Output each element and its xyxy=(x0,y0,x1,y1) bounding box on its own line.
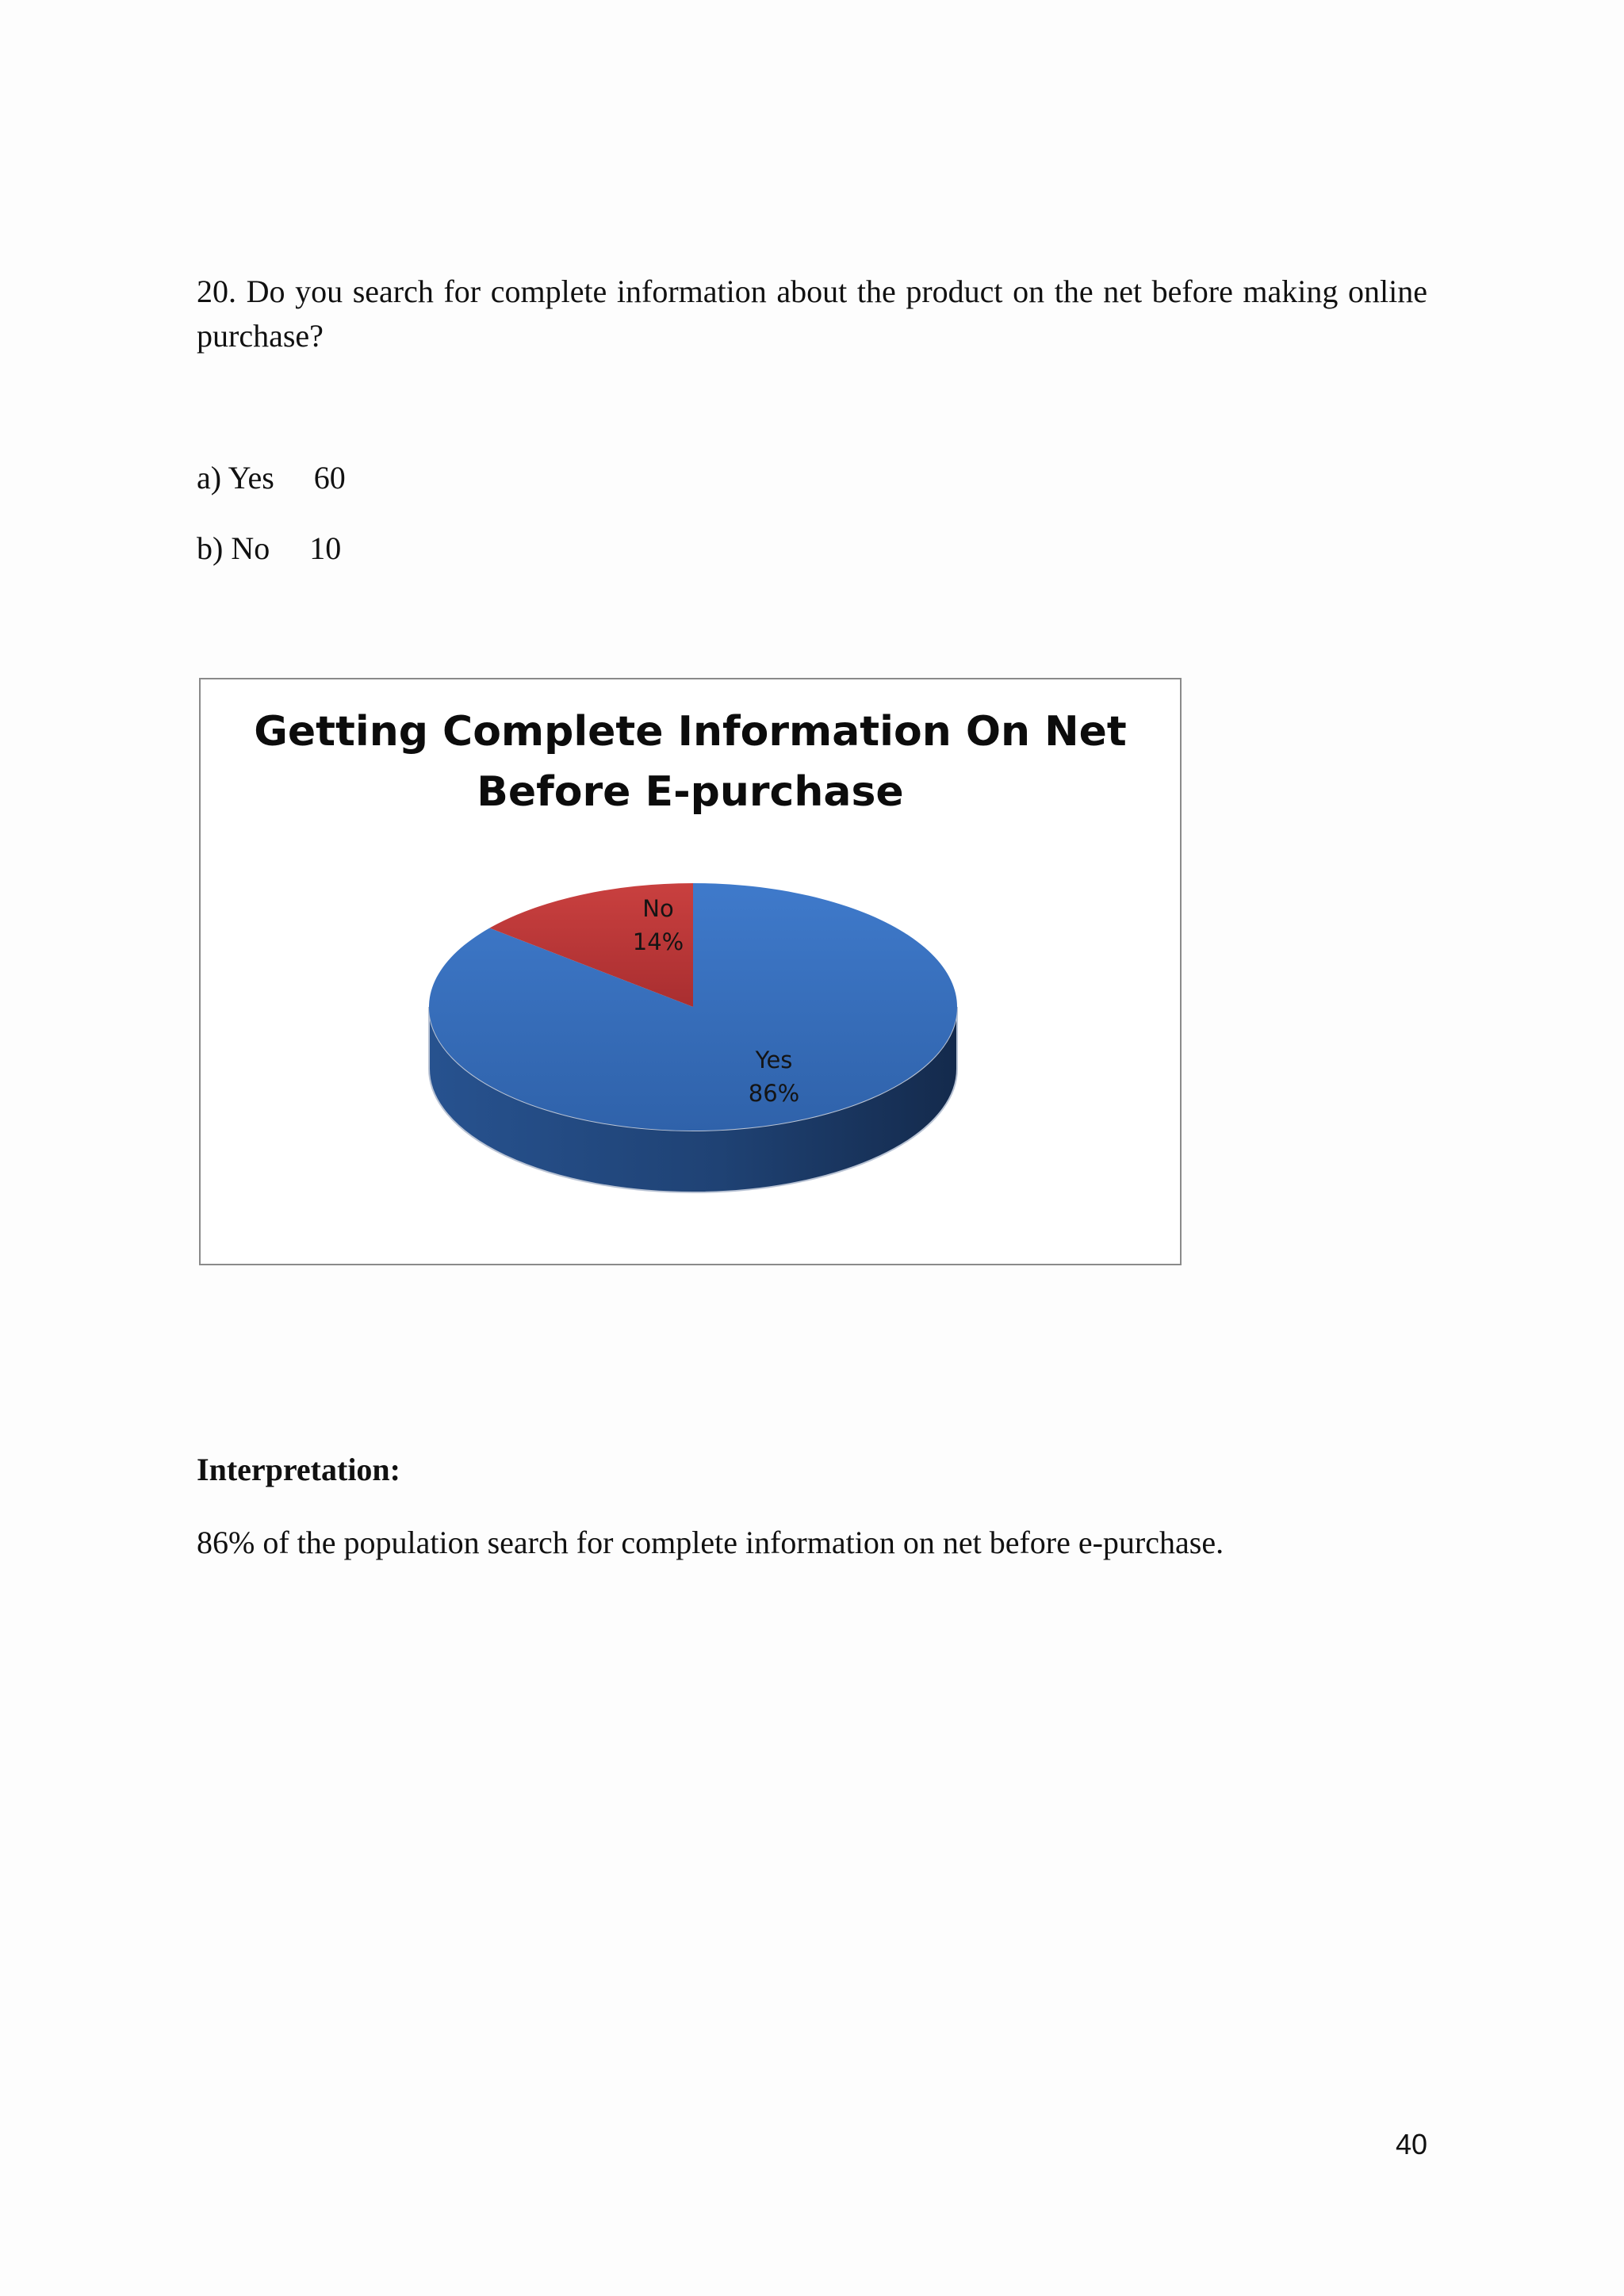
chart-title-line-1: Getting Complete Information On Net xyxy=(254,708,1127,756)
interpretation-text: 86% of the population search for complete information on net before e-purchase. xyxy=(197,1525,1224,1560)
option-yes-count: 60 xyxy=(313,460,346,496)
interpretation-heading: Interpretation: xyxy=(197,1452,400,1487)
pie-label-no: No xyxy=(642,895,674,922)
survey-question: 20. Do you search for complete information about the product on the net before making online purchase? xyxy=(197,274,1427,354)
chart-title-line-2: Before E-purchase xyxy=(477,768,904,816)
option-yes-label: a) Yes xyxy=(197,460,274,496)
pie-chart-plot xyxy=(201,679,1180,1264)
option-yes xyxy=(197,456,346,500)
option-no-count: 10 xyxy=(309,530,342,566)
pie-chart xyxy=(199,678,1182,1265)
page-number: 40 xyxy=(1395,2128,1427,2160)
pie-value-no: 14% xyxy=(632,928,684,955)
pie-label-yes: Yes xyxy=(755,1047,793,1073)
option-no xyxy=(197,526,341,571)
option-no-label: b) No xyxy=(197,530,270,566)
pie-value-yes: 86% xyxy=(748,1080,800,1107)
